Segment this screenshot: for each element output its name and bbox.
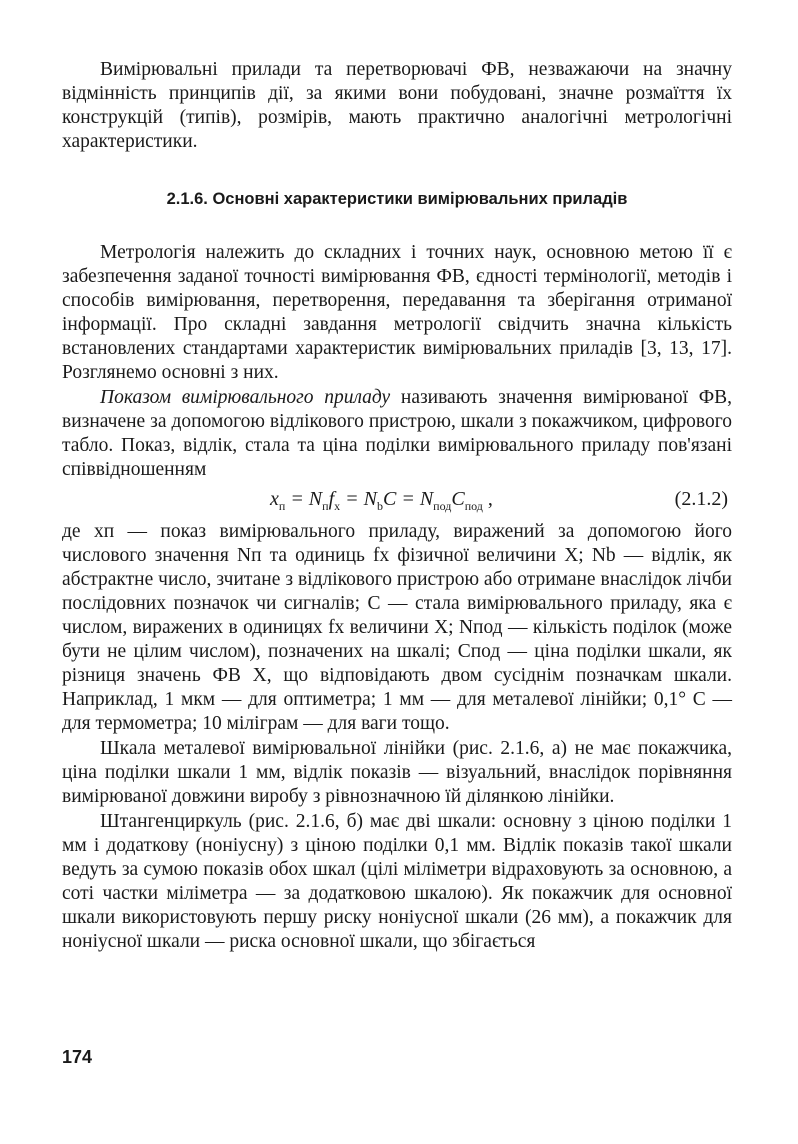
page-number: 174 [62,1047,93,1067]
equation-expression: $x_п = N_пf_x = N_bC = N_{под}C_{под}$ , [270,488,493,513]
page-body [62,58,732,954]
defined-term: Показом вимірювального приладу [100,387,391,408]
paragraph-definition [62,386,732,482]
definition-text: називають значення вимірюваної ФВ, визначене за допомогою відлікового пристрою, шкали з покажчиком, цифрового табло. Показ, відлік, стала та ціна поділки вимірювального приладу пов'язані співвідношенням [62,387,733,480]
section-heading: 2.1.6. Основні характеристики вимірювальних приладів [166,190,628,208]
equation-2-1-2 [62,486,732,518]
intro-paragraph: Вимірювальні прилади та перетворювачі ФВ, незважаючи на значну відмінність принципів дії, за якими вони побудовані, значне розмаїття їх конструкцій (типів), розмірів, мають практично аналогічні метрологічні характеристики. [62,59,732,152]
paragraph-metrology: Метрологія належить до складних і точних наук, основною метою її є забезпечення заданої точності вимірювання ФВ, єдності термінології, методів і способів вимірювання, перетворення, передавання та зберігання отриманої інформації. Про складні завдання метрології свідчить значна кількість встановлених стандартами характеристик вимірювальних приладів [3, 13, 17]. Розглянемо основні з них. [62,242,732,383]
paragraph-notation: де xп — показ вимірювального приладу, виражений за допомогою його числового значення Nп та одиниць fx фізичної величини X; Nb — відлік, як абстрактне число, зчитане з відлікового пристрою або отримане внаслідок лічби послідовних позначок чи сигналів; C — стала вимірювального приладу, яка є числом, виражених в одиницях fx величини X; Nпод — кількість поділок (може бути не цілим числом), позначених на шкалі; Cпод — ціна поділки шкали, як різниця значень ФВ X, що відповідають двом сусіднім позначкам шкали. Наприклад, 1 мкм — для оптиметра; 1 мм — для металевої лінійки; 0,1° C — для термометра; 10 міліграм — для ваги тощо. [62,521,732,734]
paragraph-ruler: Шкала металевої вимірювальної лінійки (рис. 2.1.6, а) не має покажчика, ціна поділки шкали 1 мм, відлік показів — візуальний, внаслідок порівняння вимірюваної довжини виробу з рівнозначною їй ділянкою лінійки. [62,738,732,807]
equation-number: (2.1.2) [674,488,728,510]
paragraph-caliper: Штангенциркуль (рис. 2.1.6, б) має дві шкали: основну з ціною поділки 1 мм і додаткову (ноніусну) з ціною поділки 0,1 мм. Відлік показів такої шкали ведуть за сумою показів обох шкал (цілі міліметри відраховують за основною, а соті частки міліметра — за додатковою шкалою). Як покажчик для основної шкали використовують першу риску ноніусної шкали (26 мм), а покажчик для ноніусної шкали — риска основної шкали, що збігається [62,811,732,952]
